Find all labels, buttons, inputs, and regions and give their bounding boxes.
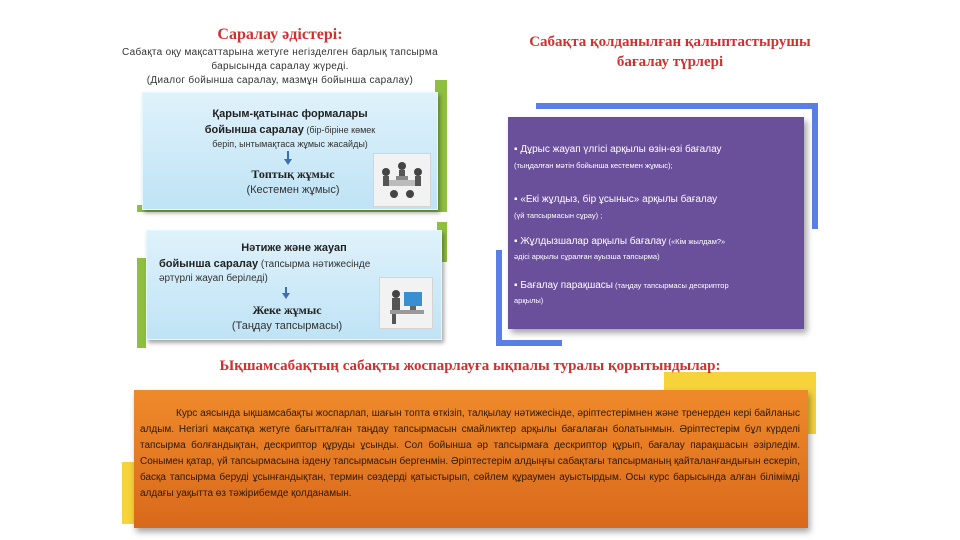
assessment-item-1-note: (тыңдалған мәтін бойынша кестемен жұмыс); [514,161,673,170]
conclusions-title: Ықшамсабақтың сабақты жоспарлауға ықпалы туралы қорытындылар: [219,358,721,374]
card1-desc: беріп, ынтымақтаса жұмыс жасайды) [212,139,368,149]
right-title-line2: бағалау түрлері [616,54,724,70]
assessment-item-4-main: ▪ Бағалау парақшасы [514,280,613,291]
assessment-item-3-main: ▪ Жұлдызшалар арқылы бағалау [514,236,667,247]
assessment-item-4-note: арқылы) [514,296,544,305]
card-communication-forms [142,92,438,210]
card2-title-rest: (тапсырма нәтижесінде [258,259,371,270]
card2-work-sub: (Таңдау тапсырмасы) [231,320,343,332]
assessment-item-2-main: ▪ «Екі жұлдыз, бір ұсыныс» арқылы бағалау [514,194,718,205]
card1-title-line1: Қарым-қатынас формалары [212,108,368,120]
assessment-item-1-main: ▪ Дұрыс жауап үлгісі арқылы өзін-өзі бағалау [514,144,722,155]
assessment-item-1 [508,143,804,172]
green-accent-bottom-left [137,258,146,348]
left-subtitle-2: барысында саралау жүреді. [211,61,349,72]
conclusions-box [134,390,808,528]
assessment-item-3-note: әдісі арқылы сұралған ауызша тапсырма) [514,252,660,261]
right-title-line1: Сабақта қолданылған қалыптастырушы [529,34,811,50]
left-title: Саралау әдістері: [217,26,343,43]
left-subtitle-1: Сабақта оқу мақсаттарына жетуге негізделген барлық тапсырма [122,47,438,58]
group-work-illustration-icon [373,153,431,207]
card2-title-line2 [159,257,439,272]
card2-title-line1: Нәтиже және жауап [241,242,347,254]
card1-arrow-head [284,159,292,165]
assessment-item-4-note-inline: (таңдау тапсырмасы дескриптор [612,281,729,290]
conclusions-paragraph: Курс аясында ықшамсабақты жоспарлап, шағын топта өткізіп, талқылау нәтижесінде, әріптестерімнен және тренерден кері байланыс алдым. Негізгі мақсатқа жетуге бағытталған таңдау тапсырмасын смайликтер арқылы бағалаған болатынмын. Әріптестерім бұл күрделі тапсырма болғандықтан, дескриптор құруды ұсынды. Сол бойынша әр тапсырмаға дескриптор құрып, бағалау парақшасын әзірледім. Сонымен қатар, үй тапсырмасына іздену тапсырмасын бергенмін. Әріптестерім алдыңғы сабақтағы тапсырманың қайталанғандығын ескеріп, басқа тапсырма беруді ұсынғандықтан, термин сөздерді қатыстырып, сөйлем құраумен ауыстырдым. Осы курс барысында алған білімімді алдағы уақытта өз тәжірибемде қолданамын. [140,408,800,499]
card-result-answer [146,230,442,340]
assessment-types-box [508,117,804,329]
assessment-item-3 [508,235,804,263]
individual-work-illustration-icon [379,277,433,329]
assessment-item-2 [508,193,804,222]
card2-desc: әртүрлі жауап беріледі) [159,273,268,284]
card1-work-title: Топтық жұмыс [251,167,335,181]
card1-work-sub: (Кестемен жұмыс) [246,184,340,196]
card1-title-rest: (бір-біріне көмек [303,125,376,135]
assessment-item-2-note: (үй тапсырмасын сұрау) ; [514,211,603,220]
assessment-item-4 [508,279,804,307]
card2-title-bold: бойынша саралау [159,258,259,270]
left-subtitle-3: (Диалог бойынша саралау, мазмұн бойынша саралау) [146,75,414,86]
assessment-item-3-note-inline: («Кім жылдам?» [666,237,726,246]
card2-work-title: Жеке жұмыс [252,303,322,317]
card1-title-line2 [143,123,437,138]
card1-title-bold: бойынша саралау [204,124,304,136]
card2-arrow-head [282,293,290,299]
